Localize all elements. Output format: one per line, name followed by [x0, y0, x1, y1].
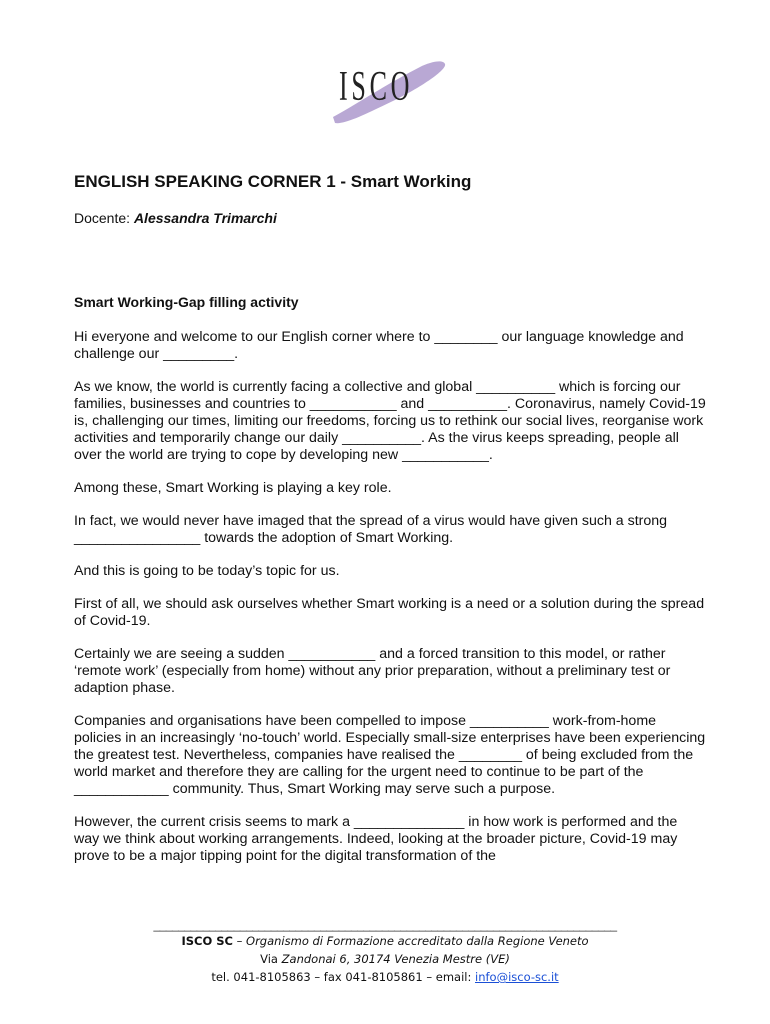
paragraph: Hi everyone and welcome to our English corner where to ________ our language knowledge and challenge our _________.	[74, 329, 684, 362]
paragraph: Among these, Smart Working is playing a key role.	[74, 480, 392, 496]
document-title: ENGLISH SPEAKING CORNER 1 - Smart Working	[74, 172, 472, 191]
paragraph: However, the current crisis seems to mark a ______________ in how work is performed and the way we think about working arrangements. Indeed, looking at the broader picture, Covid-19 may prove to be a major tipping point for the digital transformation of the	[74, 814, 678, 864]
teacher-name: Alessandra Trimarchi	[133, 210, 277, 226]
footer-org-description: Organismo di Formazione accreditato dalla Regione Veneto	[246, 934, 589, 948]
paragraph: And this is going to be today’s topic for us.	[74, 563, 340, 579]
section-title: Smart Working-Gap filling activity	[74, 294, 299, 310]
paragraph: In fact, we would never have imaged that the spread of a virus would have given such a strong ________________ towards the adoption of Smart Working.	[74, 513, 668, 546]
teacher-label: Docente:	[74, 210, 134, 226]
footer-rule: ___________________________________________________________________________	[153, 918, 617, 932]
footer-contact-text: tel. 041-8105863 – fax 041-8105861 – email:	[211, 970, 475, 984]
document-body	[74, 329, 706, 881]
paragraph: First of all, we should ask ourselves whether Smart working is a need or a solution during the spread of Covid-19.	[74, 596, 705, 629]
page-footer	[0, 918, 770, 986]
paragraph: Companies and organisations have been compelled to impose __________ work-from-home policies in an increasingly ‘no-touch’ world. Especially small-size enterprises have been experiencing the greatest test. Nevertheless, companies have realised the ________ of being excluded from the world market and therefore they are calling for the urgent need to continue to be part of the ____________ community. Thus, Smart Working may serve such a purpose.	[74, 713, 706, 797]
teacher-line	[74, 210, 277, 226]
paragraph: As we know, the world is currently facing a collective and global __________ which is forcing our families, businesses and countries to ___________ and __________. Coronavirus, namely Covid-19 is, challenging our times, limiting our freedoms, forcing us to rethink our social lives, reorganise work activities and temporarily change our daily __________. As the virus keeps spreading, people all over the world are trying to cope by developing new ___________.	[74, 379, 706, 463]
logo-text: ISCO	[339, 64, 414, 110]
footer-address	[0, 950, 770, 968]
footer-email-link[interactable]: info@isco-sc.it	[475, 970, 559, 984]
footer-org-separator: –	[232, 934, 247, 948]
footer-address-prefix: Via	[260, 952, 282, 966]
footer-org-name: ISCO SC	[181, 934, 233, 948]
footer-address-text	[260, 952, 510, 966]
footer-contact	[0, 968, 770, 986]
footer-organization	[0, 932, 770, 950]
paragraph: Certainly we are seeing a sudden ___________ and a forced transition to this model, or rather ‘remote work’ (especially from home) without any prior preparation, without a preliminary test or adaption phase.	[74, 646, 671, 696]
footer-address-street: Zandonai 6, 30174 Venezia Mestre (VE)	[281, 952, 510, 966]
isco-logo	[325, 55, 450, 130]
